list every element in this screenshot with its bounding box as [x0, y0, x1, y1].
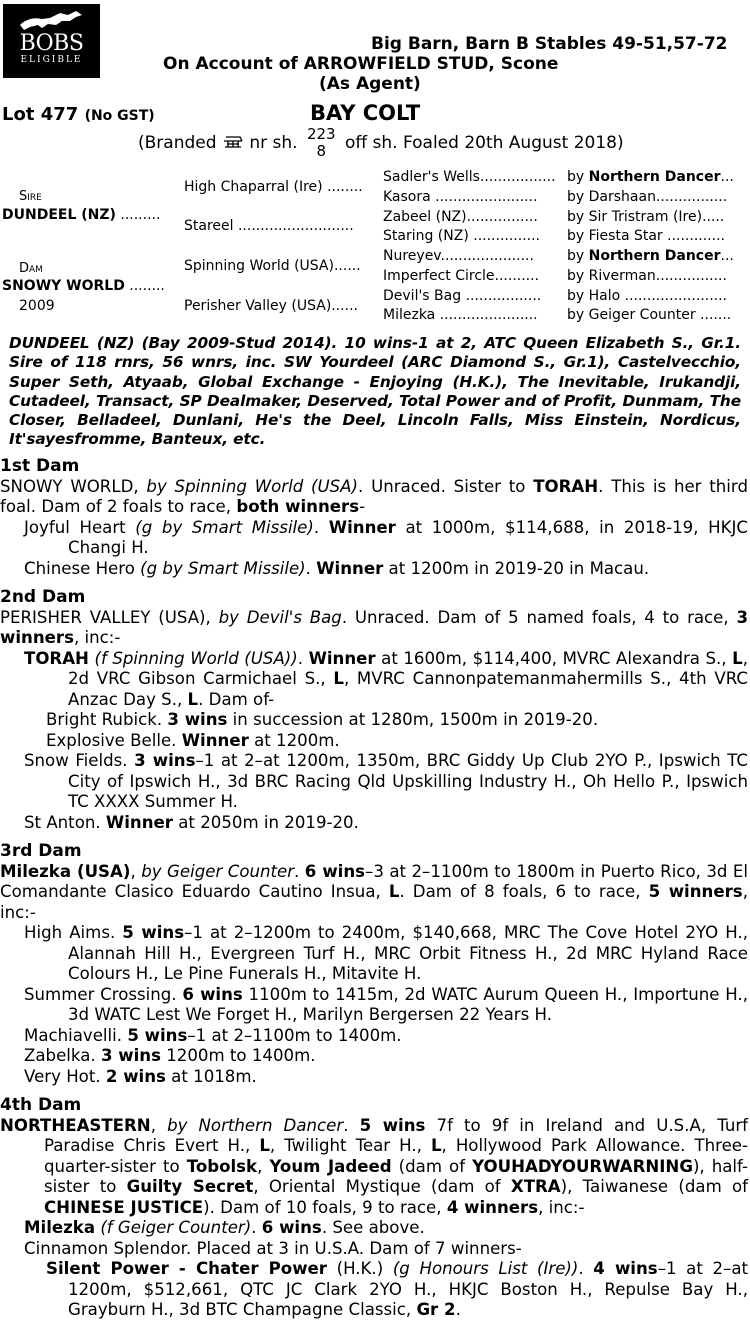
ggp-sire-8: by Geiger Counter ....... — [567, 307, 732, 323]
progeny-silent-power: Silent Power - Chater Power (H.K.) (g Honours List (Ire)). 4 wins–1 at 2–at 1200m, $512,661, QTC JC Clark 2YO H., HKJC Boston H., Repulse Bay H., Grayburn H., 3d BTC Champagne Classic, Gr 2. — [46, 1259, 749, 1319]
granddam-1: Stareel .......................... — [184, 218, 354, 234]
ggp-sire-5: by Northern Dancer... — [567, 248, 734, 264]
brand-fraction — [307, 126, 336, 160]
catalogue-body — [0, 452, 748, 1321]
progeny-very-hot: Very Hot. 2 wins at 1018m. — [24, 1066, 257, 1086]
brand-prefix: (Branded — [138, 133, 217, 153]
progeny-high-aims: High Aims. 5 wins–1 at 2–1200m to 2400m, $140,668, MRC The Cove Hotel 2YO H., Alannah Hill H., Evergreen Turf H., MRC Orbit Fitness H., 2d MRC Hyland Race Colours H., Le Pine Funerals H., Mitavite H. — [24, 923, 749, 983]
brand-line — [138, 126, 624, 160]
logo-main-text: BOBS — [19, 31, 84, 56]
header-agent: (As Agent) — [319, 74, 421, 94]
third-dam-heading: 3rd Dam — [0, 841, 82, 861]
brand-denominator: 8 — [316, 142, 327, 160]
ggp-sire-1: by Northern Dancer... — [567, 169, 734, 185]
ggp-name-2: Kasora ....................... — [383, 189, 538, 205]
ggp-sire-7: by Halo ....................... — [567, 288, 727, 304]
ggp-name-6: Imperfect Circle.......... — [383, 268, 540, 284]
grandsire-1: High Chaparral (Ire) ........ — [184, 179, 363, 195]
sire-dots: ......... — [120, 207, 161, 223]
sire-name — [2, 207, 160, 224]
ggp-name-4: Staring (NZ) ............... — [383, 228, 541, 244]
dam-dots: ........ — [129, 278, 165, 294]
fourth-dam-para: NORTHEASTERN, by Northern Dancer. 5 wins 7f to 9f in Ireland and U.S.A, Turf Paradise Chris Evert H., L, Twilight Tear H., L, Hollywood Park Allowance. Three-quarter-sister to Tobolsk, Youm Jadeed (dam of YOUHADYOURWARNING), half-sister to Guilty Secret, Oriental Mystique (dam of XTRA), Taiwanese (dam of CHINESE JUSTICE). Dam of 10 foals, 9 to race, 4 winners, inc:- — [0, 1115, 749, 1217]
ggp-name-7: Devil's Bag ................. — [383, 288, 542, 304]
header-location: Big Barn, Barn B Stables 49-51,57-72 — [371, 34, 728, 54]
fourth-dam-heading: 4th Dam — [0, 1095, 82, 1115]
progeny-cinnamon-splendor: Cinnamon Splendor. Placed at 3 in U.S.A. Dam of 7 winners- — [24, 1238, 522, 1258]
ggp-sire-2: by Darshaan................ — [567, 189, 728, 205]
sire-summary: DUNDEEL (NZ) (Bay 2009-Stud 2014). 10 wins-1 at 2, ATC Queen Elizabeth S., Gr.1. Sire of 118 rnrs, 56 wnrs, inc. SW Yourdeel (ARC Diamond S., Gr.1), Castelvecchio, Super Seth, Atyaab, Global Exchange - Enjoying (H.K.), The Inevitable, Irukandji, Cutadeel, Transact, SP Dealmaker, Deserved, Total Power and of Profit, Dunmam, The Closer, Belladeel, Dunlani, He's the Deel, Lincoln Falls, Miss Einstein, Nordicus, It'sayesfromme, Banteux, etc. — [9, 334, 741, 449]
ggp-sire-4: by Fiesta Star ............. — [567, 228, 725, 244]
progeny-joyful-heart: Joyful Heart (g by Smart Missile). Winner at 1000m, $114,688, in 2018-19, HKJC Changi H. — [24, 517, 748, 557]
progeny-zabelka: Zabelka. 3 wins 1200m to 1400m. — [24, 1046, 316, 1065]
ggp-name-8: Milezka ...................... — [383, 307, 538, 323]
brand-mark-icon — [222, 135, 244, 151]
dam-year: 2009 — [19, 298, 55, 314]
lot-number — [2, 104, 155, 125]
progeny-explosive-belle: Explosive Belle. Winner at 1200m. — [46, 730, 340, 750]
progeny-summer-crossing: Summer Crossing. 6 wins 1100m to 1415m, 2d WATC Aurum Queen H., Importune H., 3d WATC Lest We Forget H., Marilyn Bergersen 22 Years H. — [24, 984, 748, 1024]
first-dam-heading: 1st Dam — [0, 456, 80, 476]
sire-label: Sire — [19, 189, 42, 204]
brand-numerator: 223 — [306, 125, 336, 143]
ggp-name-3: Zabeel (NZ)................ — [383, 209, 538, 225]
second-dam-para: PERISHER VALLEY (USA), by Devil's Bag. Unraced. Dam of 5 named foals, 4 to race, 3 winners, inc:- — [0, 607, 748, 647]
granddam-2: Perisher Valley (USA)...... — [184, 298, 358, 314]
progeny-bright-rubick: Bright Rubick. 3 wins in succession at 1280m, 1500m in 2019-20. — [46, 710, 599, 729]
first-dam-para: SNOWY WORLD, by Spinning World (USA). Unraced. Sister to TORAH. This is her third foal. Dam of 2 foals to race, both winners- — [0, 476, 748, 516]
brand-suffix: off sh. Foaled 20th August 2018) — [345, 133, 624, 153]
horse-silhouette-icon — [16, 9, 88, 31]
progeny-milezka: Milezka (f Geiger Counter). 6 wins. See above. — [24, 1218, 425, 1237]
progeny-torah: TORAH (f Spinning World (USA)). Winner at 1600m, $114,400, MVRC Alexandra S., L, 2d VRC Gibson Carmichael S., L, MVRC Cannonpatemanmahermills S., 4th VRC Anzac Day S., L. Dam of- — [24, 648, 748, 709]
ggp-name-5: Nureyev..................... — [383, 248, 534, 264]
header-vendor: On Account of ARROWFIELD STUD, Scone — [163, 54, 559, 74]
third-dam-para: Milezka (USA), by Geiger Counter. 6 wins–3 at 2–1100m to 1800m in Puerto Rico, 3d El Comandante Clasico Eduardo Cautino Insua, L. Dam of 8 foals, 6 to race, 5 winners, inc:- — [0, 861, 748, 922]
sire-name-text: DUNDEEL (NZ) — [2, 207, 116, 223]
ggp-sire-3: by Sir Tristram (Ire)..... — [567, 209, 725, 225]
grandsire-2: Spinning World (USA)...... — [184, 258, 361, 274]
progeny-chinese-hero: Chinese Hero (g by Smart Missile). Winner at 1200m in 2019-20 in Macau. — [24, 558, 650, 578]
progeny-machiavelli: Machiavelli. 5 wins–1 at 2–1100m to 1400m. — [24, 1025, 402, 1045]
bobs-eligible-logo — [3, 4, 100, 78]
progeny-st-anton: St Anton. Winner at 2050m in 2019-20. — [24, 812, 359, 832]
ggp-name-1: Sadler's Wells................. — [383, 169, 556, 185]
dam-name — [2, 278, 165, 295]
dam-name-text: SNOWY WORLD — [2, 278, 125, 294]
progeny-snow-fields: Snow Fields. 3 wins–1 at 2–at 1200m, 1350m, BRC Giddy Up Club 2YO P., Ipswich TC City of Ipswich H., 3d BRC Racing Qld Upskilling Industry H., Oh Hello P., Ipswich TC XXXX Summer H. — [24, 751, 749, 811]
logo-sub-text: ELIGIBLE — [20, 55, 83, 65]
dam-label: Dam — [19, 261, 43, 276]
ggp-sire-6: by Riverman................ — [567, 268, 727, 284]
lot-label: Lot 477 — [2, 104, 79, 125]
second-dam-heading: 2nd Dam — [0, 587, 86, 607]
sex-colour: BAY COLT — [310, 101, 421, 125]
lot-gst: (No GST) — [84, 108, 155, 124]
brand-mid: nr sh. — [249, 133, 298, 153]
